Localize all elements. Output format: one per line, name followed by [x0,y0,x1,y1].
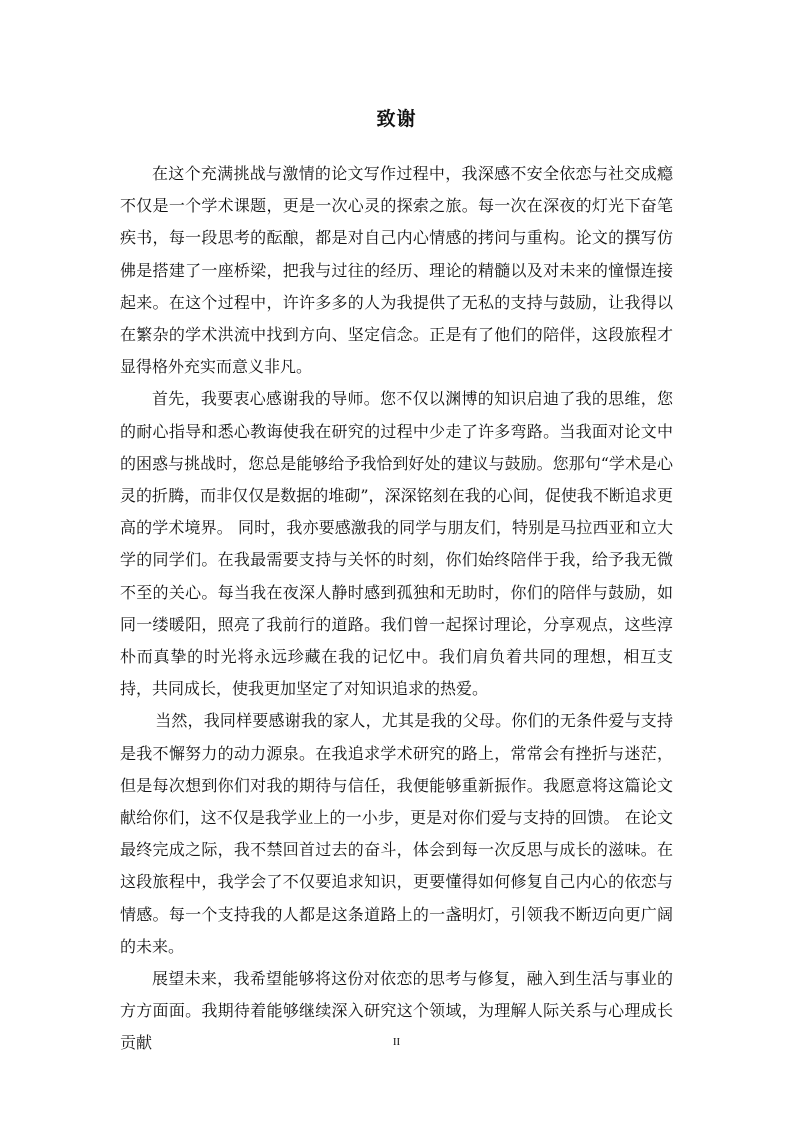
page-number: II [392,1036,401,1048]
paragraph-intro: 在这个充满挑战与激情的论文写作过程中，我深感不安全依恋与社交成瘾不仅是一个学术课题，更是一次心灵的探索之旅。每一次在深夜的灯光下奋笔疾书，每一段思考的酝酿，都是对自己内心情感的拷问与重构。论文的撰写仿佛是搭建了一座桥梁，把我与过往的经历、理论的精髓以及对未来的憧憬连接起来。在这个过程中，许许多多的人为我提供了无私的支持与鼓励，让我得以在繁杂的学术洪流中找到方向、坚定信念。正是有了他们的陪伴，这段旅程才显得格外充实而意义非凡。 [120,164,673,377]
paragraph-mentor-and-friends: 首先，我要衷心感谢我的导师。您不仅以渊博的知识启迪了我的思维，您的耐心指导和悉心教诲使我在研究的过程中少走了许多弯路。当我面对论文中的困惑与挑战时，您总是能够给予我恰到好处的建议与鼓励。您那句“学术是心灵的折腾，而非仅仅是数据的堆砌”，深深铭刻在我的心间，促使我不断追求更高的学术境界。 同时，我亦要感激我的同学与朋友们，特别是马拉西亚和立大学的同学们。在我最需要支持与关怀的时刻，你们始终陪伴于我，给予我无微不至的关心。每当我在夜深人静时感到孤独和无助时，你们的陪伴与鼓励，如同一缕暖阳，照亮了我前行的道路。我们曾一起探讨理论，分享观点，这些淳朴而真挚的时光将永远珍藏在我的记忆中。我们肩负着共同的理想，相互支持，共同成长，使我更加坚定了对知识追求的热爱。 [120,389,673,699]
acknowledgement-body [120,158,673,1060]
page-title: 致谢 [376,108,417,130]
paragraph-family: 当然，我同样要感谢我的家人，尤其是我的父母。你们的无条件爱与支持是我不懈努力的动力源泉。在我追求学术研究的路上，常常会有挫折与迷茫，但是每次想到你们对我的期待与信任，我便能够重新振作。我愿意将这篇论文献给你们，这不仅是我学业上的一小步，更是对你们爱与支持的回馈。 在论文最终完成之际，我不禁回首过去的奋斗，体会到每一次反思与成长的滋味。在这段旅程中，我学会了不仅要追求知识，更要懂得如何修复自己内心的依恋与情感。每一个支持我的人都是这条道路上的一盏明灯，引领我不断迈向更广阔的未来。 [120,711,673,956]
paragraph-future: 展望未来，我希望能够将这份对依恋的思考与修复，融入到生活与事业的方方面面。我期待着能够继续深入研究这个领域，为理解人际关系与心理成长贡献 [120,969,673,1053]
